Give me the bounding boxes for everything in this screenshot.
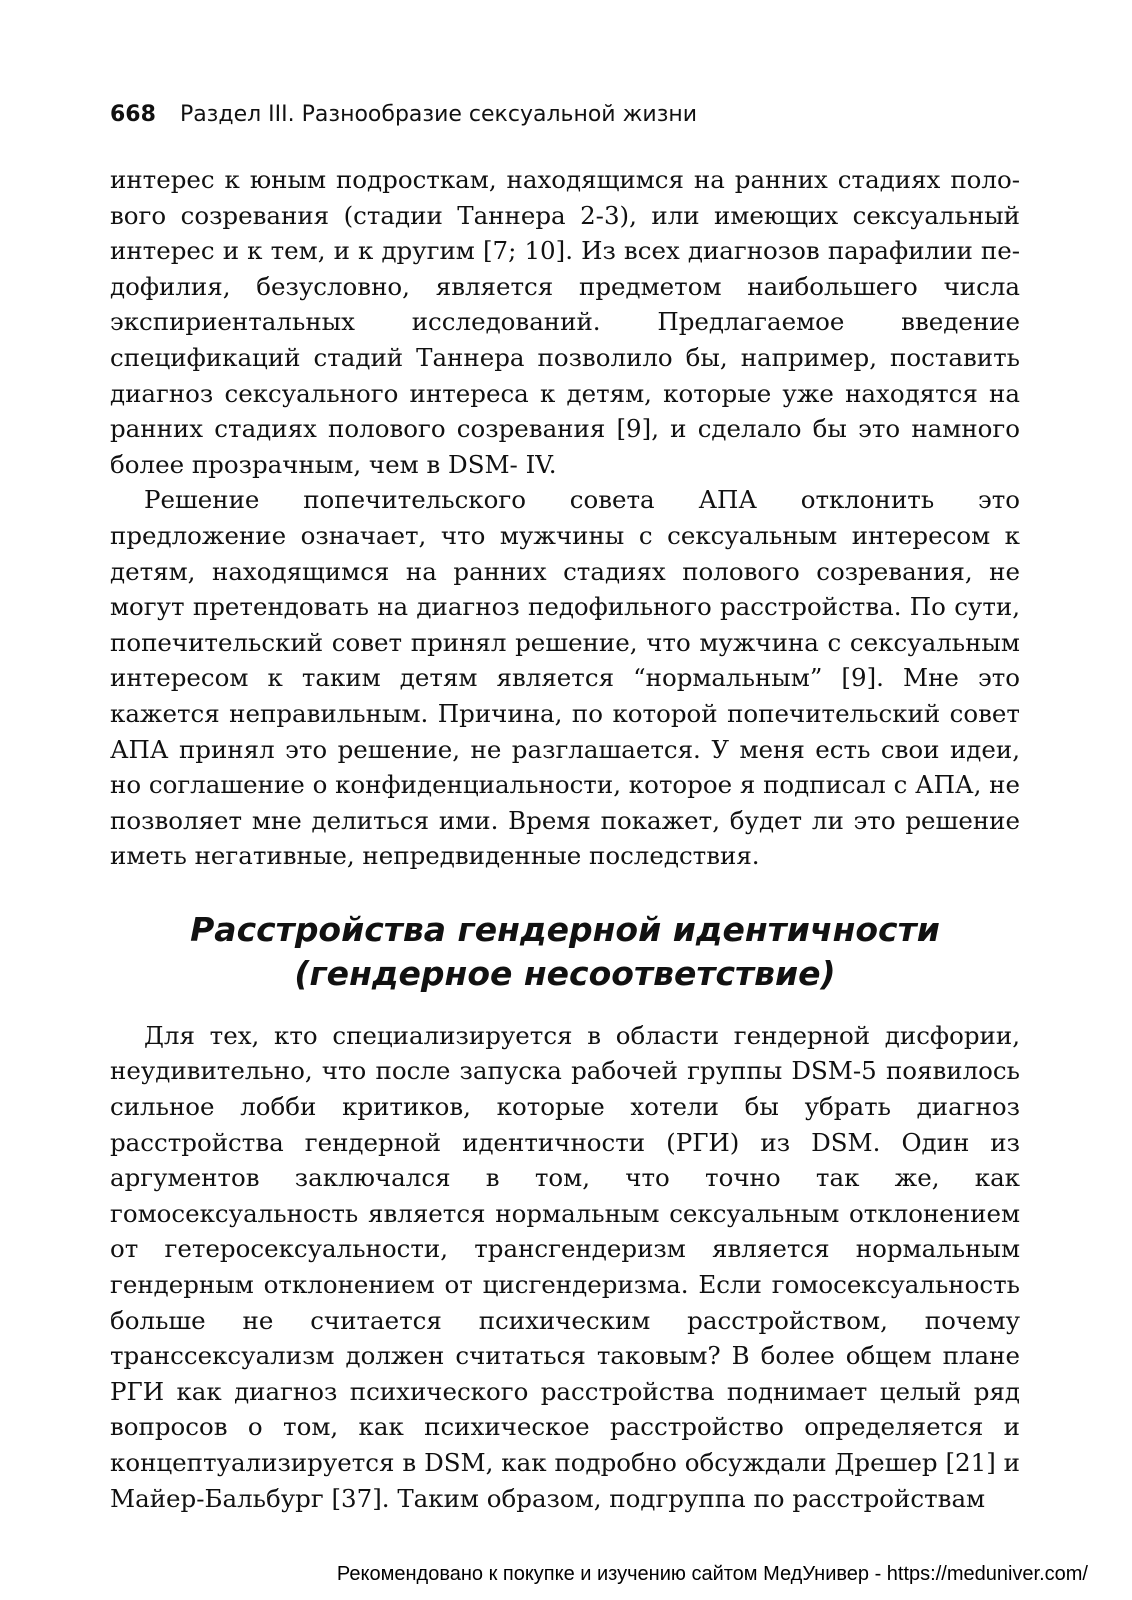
section-heading-gender-identity — [110, 908, 1020, 996]
running-title: Раздел III. Разнообразие сексуальной жизни — [179, 102, 698, 127]
section-heading-line-1: Расстройства гендерной идентичности — [190, 909, 940, 949]
section-heading-line-2: (гендерное несоответствие) — [294, 953, 836, 993]
page-number: 668 — [110, 102, 156, 127]
paragraph-gender-dysphoria: Для тех, кто специализируется в области гендерной дисфории, неудивительно, что после запуска рабочей группы DSM-5 появилось сильное лобби критиков, которые хотели бы убрать диагноз расстройства гендерной идентичности (РГИ) из DSM. Один из аргументов заключался в том, что точно так же, как гомосексуальность является нормальным сексуальным отклонением от гетеросексуальности, трансгендеризм является нормальным гендерным отклонением от цисгендеризма. Если гомосексуальность больше не считается психическим расстройством, почему транссексуализм должен считаться таковым? В более общем плане РГИ как диагноз психического расстройства поднимает целый ряд вопросов о том, как психическое расстройство определяется и концептуализируется в DSM, как подробно обсуждали Дрешер [21] и Майер-Бальбург [37]. Таким образом, подгруппа по расстройствам — [110, 1020, 1020, 1513]
footer-promo-note: Рекомендовано к покупке и изучению сайтом МедУнивер - https://meduniver.com/ — [336, 1563, 1088, 1585]
paragraph-apa-board-decision: Решение попечительского совета АПА отклонить это предложение означает, что мужчины с сексуальным интересом к детям, находящимся на ранних стадиях полового созревания, не могут претендовать на диагноз педофильного расстройства. По сути, попечительский совет принял решение, что мужчина с сексуальным интересом к таким детям является “нормальным” [9]. Мне это кажется неправильным. Причина, по которой попечительский совет АПА принял это решение, не разглашается. У меня есть свои идеи, но соглашение о конфиденциальности, которое я подписал с АПА, не позволяет мне делиться ими. Время покажет, будет ли это решение иметь негативные, непредвиденные последствия. — [110, 485, 1020, 871]
page-body — [110, 162, 1020, 1516]
running-header — [110, 100, 1020, 130]
paragraph-pedophilia-tanner: интерес к юным подросткам, находящимся на ранних стадиях полового созревания (стадии Таннера 2-3), или имеющих сексуальный интерес и к тем, и к другим [7; 10]. Из всех диагнозов парафилии педофилия, безусловно, является предметом наибольшего числа экспириентальных исследований. Предлагаемое введение спецификаций стадий Таннера позволило бы, например, поставить диагноз сексуального интереса к детям, которые уже находятся на ранних стадиях полового созревания [9], и сделало бы это намного более прозрачным, чем в DSM- IV. — [110, 165, 1020, 479]
